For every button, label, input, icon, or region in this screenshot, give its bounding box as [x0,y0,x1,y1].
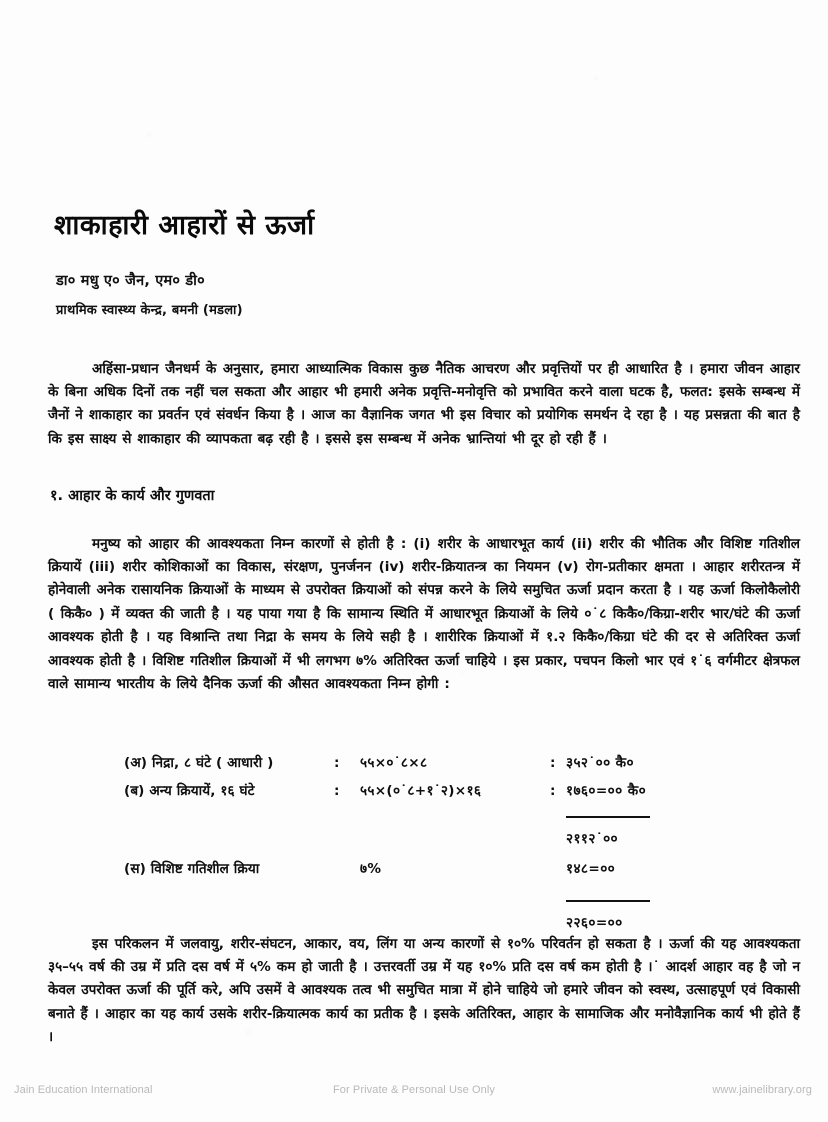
horizontal-rule [566,900,650,902]
calc-row-expression: ७% [360,861,382,877]
calc-row-expr-colon: : [550,755,556,771]
footer-website[interactable]: www.jainelibrary.org [712,1084,812,1096]
calc-row-expression: ५५×०˙८×८ [360,755,428,771]
calc-total-value: २२६०=०० [566,915,623,931]
page-content [48,0,800,1122]
calc-row-expr-colon: : [550,783,556,799]
calc-row-value: १४८=०० [566,861,616,877]
dietary-needs-paragraph: मनुष्य को आहार की आवश्यकता निम्न कारणों से होती है : (i) शरीर के आधारभूत कार्य (ii) शरीर की भौतिक और विशिष्ट गतिशील क्रियायें (iii) शरीर कोशिकाओं का विकास, संरक्षण, पुनर्जनन (iv) शरीर-क्रियातन्त्र का नियमन (v) रोग-प्रतीकार क्षमता । आहार शरीरतन्त्र में होनेवाली अनेक रासायनिक क्रियाओं के माध्यम से उपरोक्त क्रियाओं को संपन्न करने के लिये समुचित ऊर्जा प्रदान करता है । यह ऊर्जा किलोकैलोरी ( किकै० ) में व्यक्त की जाती है । यह पाया गया है कि सामान्य स्थिति में आधारभूत क्रियाओं के लिये ०˙८ किकै०/किग्रा-शरीर भार/घंटे की ऊर्जा आवश्यक होती है । यह विश्रान्ति तथा निद्रा के समय के लिये सही है । शारीरिक क्रियाओं में १.२ किकै०/किग्रा घंटे की दर से अतिरिक्त ऊर्जा आवश्यक होती है । विशिष्ट गतिशील क्रियाओं में भी लगभग ७% अतिरिक्त ऊर्जा चाहिये । इस प्रकार, पचपन किलो भार एवं १˙६ वर्गमीटर क्षेत्रफल वाले सामान्य भारतीय के लिये दैनिक ऊर्जा की औसत आवश्यकता निम्न होगी : [48,535,800,693]
calc-row [124,752,800,780]
footer-organization: Jain Education International [14,1084,153,1096]
calc-row-label: (ब) अन्य क्रियायें, १६ घंटे [124,783,255,799]
author-affiliation: प्राथमिक स्वास्थ्य केन्द्र, बमनी (मडला) [56,303,243,318]
calc-total-rule-row [124,892,800,912]
calc-subtotal-rule-row [124,808,800,828]
energy-calculation-block [124,752,800,942]
intro-paragraph: अहिंसा-प्रधान जैनधर्म के अनुसार, हमारा आध्यात्मिक विकास कुछ नैतिक आचरण और प्रवृत्तियों पर ही आधारित है । हमारा जीवन आहार के बिना अधिक दिनों तक नहीं चल सकता और आहार भी हमारी अनेक प्रवृत्ति-मनोवृत्ति को प्रभावित करने वाला घटक है, फलत: इसके सम्बन्ध में जैनों ने शाकाहार का प्रवर्तन एवं संवर्धन किया है । आज का वैज्ञानिक जगत भी इस विचार को प्रयोगिक समर्थन दे रहा है । यह प्रसन्नता की बात है कि इस साक्ष्य से शाकाहार की व्यापकता बढ़ रही है । इससे इस सम्बन्ध में अनेक भ्रान्तियां भी दूर हो रही हैं । [48,360,800,447]
calc-row [124,780,800,808]
horizontal-rule [566,816,650,818]
calc-row [124,858,800,892]
calc-subtotal-row [124,828,800,858]
page-title: शाकाहारी आहारों से ऊर्जा [54,210,315,241]
calc-row-colon: : [334,783,340,799]
calc-row-label: (अ) निद्रा, ८ घंटे ( आधारी ) [124,755,274,771]
footer-usage-notice: For Private & Personal Use Only [332,1084,496,1096]
calc-subtotal-value: २११२˙०० [566,831,619,847]
calc-row-colon: : [334,755,340,771]
section-heading-1: १. आहार के कार्य और गुणवता [50,488,215,504]
calc-row-label: (स) विशिष्ट गतिशील क्रिया [124,861,260,877]
calc-row-value: ३५२˙०० कै० [566,755,634,771]
closing-paragraph: इस परिकलन में जलवायु, शरीर-संघटन, आकार, वय, लिंग या अन्य कारणों से १०% परिवर्तन हो सकता है । ऊर्जा की यह आवश्यकता ३५–५५ वर्ष की उम्र में प्रति दस वर्ष में ५% कम हो जाती है । उत्तरवर्ती उम्र में यह १०% प्रति दस वर्ष कम होती है ।˙ आदर्श आहार वह है जो न केवल उपरोक्त ऊर्जा की पूर्ति करे, अपि उसमें वे आवश्यक तत्व भी समुचित मात्रा में होने चाहिये जो हमारे जीवन को स्वस्थ, उत्साहपूर्ण एवं विकासी बनाते हैं । आहार का यह कार्य उसके शरीर-क्रियात्मक कार्य का प्रतीक है । इसके अतिरिक्त, आहार के सामाजिक और मनोवैज्ञानिक कार्य भी होते हैं । [48,935,800,1046]
author-byline: डा० मधु ए० जैन, एम० डी० [56,273,205,289]
calc-row-expression: ५५×(०˙८+१˙२)×१६ [360,783,482,799]
calc-row-value: १७६०=०० कै० [566,783,647,799]
